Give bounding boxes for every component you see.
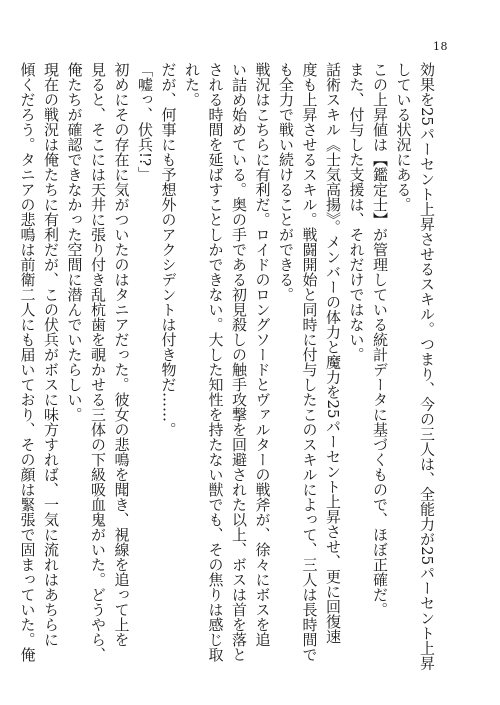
text-line: される時間を延ばすことしかできない。大した知性を持たない獣でも、その焦りは感じ取 <box>206 62 225 662</box>
text-line: 傾くだろう。タニアの悲鳴は前衛二人にも届いており、その顔は緊張で固まっていた。俺 <box>18 62 37 662</box>
text-line: また、付与した支援は、それだけではない。 <box>347 62 366 362</box>
novel-text-body <box>18 62 438 671</box>
text-line: 効果を25パーセント上昇させるスキル。つまり、今の三人は、全能力が25パーセント上昇 <box>418 62 436 671</box>
text-line: も全力で戦い続けることができる。 <box>277 62 295 302</box>
text-line: 見ると、そこには天井に張り付き乱杭歯を覗かせる三体の下級吸血鬼がいた。どうやら、 <box>89 62 107 662</box>
text-line: 俺たちが確認できなかった空間に潜んでいたらしい。 <box>65 62 84 422</box>
text-line: れた。 <box>183 62 201 107</box>
page-number: 18 <box>433 40 448 53</box>
text-line: 現在の戦況は俺たちに有利だが、この伏兵がボスに味方すれば、一気に流れはあちらに <box>42 62 60 647</box>
text-line: この上昇値は【鑑定士】が管理している統計データに基づくもので、ほぼ正確だ。 <box>371 62 389 617</box>
text-line: 話術スキル《士気高揚》。メンバーの体力と魔力を25パーセント上昇させ、更に回復速 <box>324 62 342 644</box>
text-line: 「嘘っ、伏兵!?」 <box>136 62 154 182</box>
text-line: い詰め始めている。奥の手である初見殺しの触手攻撃を回避された以上、ボスは首を落と <box>230 62 248 662</box>
text-line: 戦況はこちらに有利だ。ロイドのロングソードとヴァルターの戦斧が、徐々にボスを追 <box>253 62 272 647</box>
text-line: 度も上昇させるスキル。戦闘開始と同時に付与したこのスキルによって、三人は長時間で <box>300 62 319 662</box>
text-line: だが、何事にも予想外のアクシデントは付き物だ……。 <box>159 62 178 437</box>
text-line: している状況にある。 <box>394 62 413 212</box>
text-line: 初めにその存在に気がついたのはタニアだった。彼女の悲鳴を聞き、視線を追って上を <box>112 62 131 647</box>
